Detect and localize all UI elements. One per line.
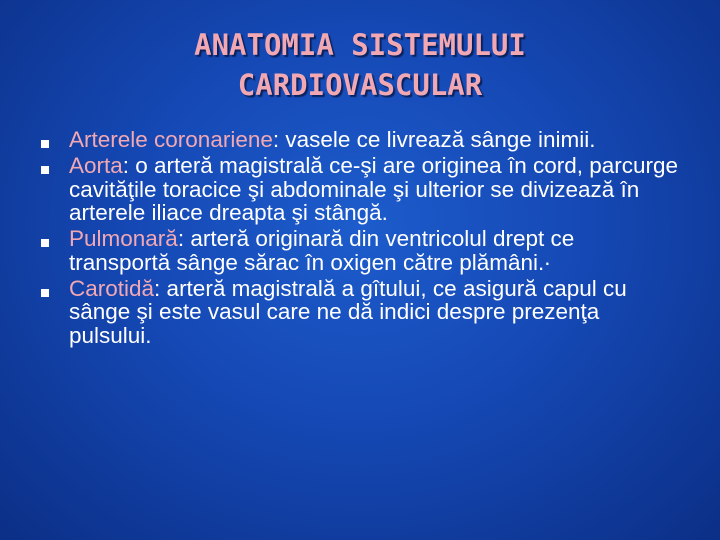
list-item-pulmonary (40, 227, 680, 274)
item-term: Carotidă (69, 275, 155, 301)
item-term: Arterele coronariene (69, 127, 273, 152)
square-bullet-icon (41, 166, 49, 174)
square-bullet-icon (41, 140, 49, 148)
slide-title (60, 25, 660, 105)
list-item-coronary (40, 128, 680, 152)
slide-title-line-1: ANATOMIA SISTEMULUI (194, 28, 526, 62)
item-term: Pulmonară (69, 226, 178, 251)
item-text: : arteră magistrală a gîtului, ce asigură capul cu sânge şi este vasul care ne dă indici despre prezenţa pulsului. (69, 275, 627, 348)
slide-title-line-2: CARDIOVASCULAR (237, 68, 483, 102)
item-text: : vasele ce livrează sânge inimii. (272, 127, 596, 152)
item-text: : arteră originară din ventricolul drept ce transportă sânge sărac în oxigen către plămâni.∙ (69, 226, 575, 275)
list-item-carotid (40, 277, 680, 348)
list-item-aorta (40, 154, 680, 225)
square-bullet-icon (41, 239, 49, 247)
square-bullet-icon (41, 289, 49, 297)
item-text: : o arteră magistrală ce-şi are originea în cord, parcurge cavităţile toracice şi abdominale şi ulterior se divizează în arterele iliace dreapta şi stângă. (69, 153, 679, 225)
bullet-list (40, 128, 680, 350)
item-term: Aorta (69, 153, 123, 178)
